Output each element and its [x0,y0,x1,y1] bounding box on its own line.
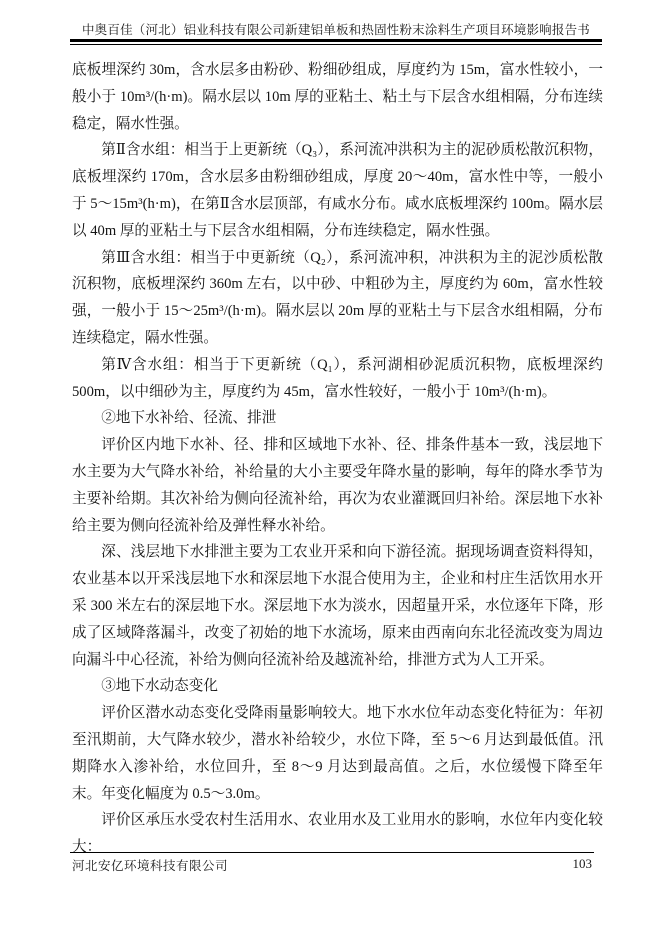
header-double-rule [70,39,602,45]
body-paragraph: 底板埋深约 30m，含水层多由粉砂、粉细砂组成，厚度约为 15m，富水性较小，一般小于 10m³/(h·m)。隔水层以 10m 厚的亚粘土、粘土与下层含水组相隔，分布连续稳定，隔水性强。 [72,62,603,132]
report-header-title: 中奥百佳（河北）铝业科技有限公司新建铝单板和热固性粉末涂料生产项目环境影响报告书 [81,23,590,37]
document-body [72,57,603,861]
body-paragraph: 评价区内地下水补、径、排和区域地下水补、径、排条件基本一致，浅层地下水主要为大气降水补给，补给量的大小主要受年降水量的影响，每年的降水季节为主要补给期。其次补给为侧向径流补给，再次为农业灌溉回归补给。深层地下水补给主要为侧向径流补给及弹性释水补给。 [72,437,603,534]
body-paragraph: 第Ⅲ含水组：相当于中更新统（Q₂），系河流冲积，冲洪积为主的泥沙质松散沉积物，底板埋深约 360m 左右，以中砂、中粗砂为主，厚度约为 60m，富水性较强，一般小于 15～25m³/(h·m)。隔水层以 20m 厚的亚粘土与下层含水组相隔，分布连续稳定，隔水性强。 [72,249,603,346]
footer-rule [70,852,594,853]
footer-company-name: 河北安亿环境科技有限公司 [72,859,229,873]
section-heading: ②地下水补给、径流、排泄 [101,410,277,427]
section-heading: ③地下水动态变化 [101,678,218,695]
body-paragraph: 第Ⅳ含水组：相当于下更新统（Q₁），系河湖相砂泥质沉积物，底板埋深约 500m，以中细砂为主，厚度约为 45m，富水性较好，一般小于 10m³/(h·m)。 [72,356,603,400]
footer-page-number: 103 [572,856,592,871]
body-paragraph: 第Ⅱ含水组：相当于上更新统（Q₃），系河流冲洪积为主的泥砂质松散沉积物，底板埋深约 170m，含水层多由粉细砂组成，厚度 20～40m，富水性中等，一般小于 5～15m³(h·m)，在第Ⅱ含水层顶部，有咸水分布。咸水底板埋深约 100m。隔水层以 40m 厚的亚粘土与下层含水组相隔，分布连续稳定，隔水性强。 [72,142,603,239]
page-footer [72,856,592,874]
body-paragraph: 深、浅层地下水排泄主要为工农业开采和向下游径流。据现场调查资料得知，农业基本以开采浅层地下水和深层地下水混合使用为主，企业和村庄生活饮用水开采 300 米左右的深层地下水。深层地下水为淡水，因超量开采，水位逐年下降，形成了区域降落漏斗，改变了初始的地下水流场，原来由西南向东北径流改变为周边向漏斗中心径流，补给为侧向径流补给及越流补给，排泄方式为人工开采。 [72,544,603,668]
body-paragraph: 评价区潜水动态变化受降雨量影响较大。地下水水位年动态变化特征为：年初至汛期前，大气降水较少，潜水补给较少，水位下降，至 5～6 月达到最低值。汛期降水入渗补给，水位回升，至 8～9 月达到最高值。之后，水位缓慢下降至年末。年变化幅度为 0.5～3.0m。 [72,705,603,802]
body-paragraph: 评价区承压水受农村生活用水、农业用水及工业用水的影响，水位年内变化较大： [72,812,603,856]
